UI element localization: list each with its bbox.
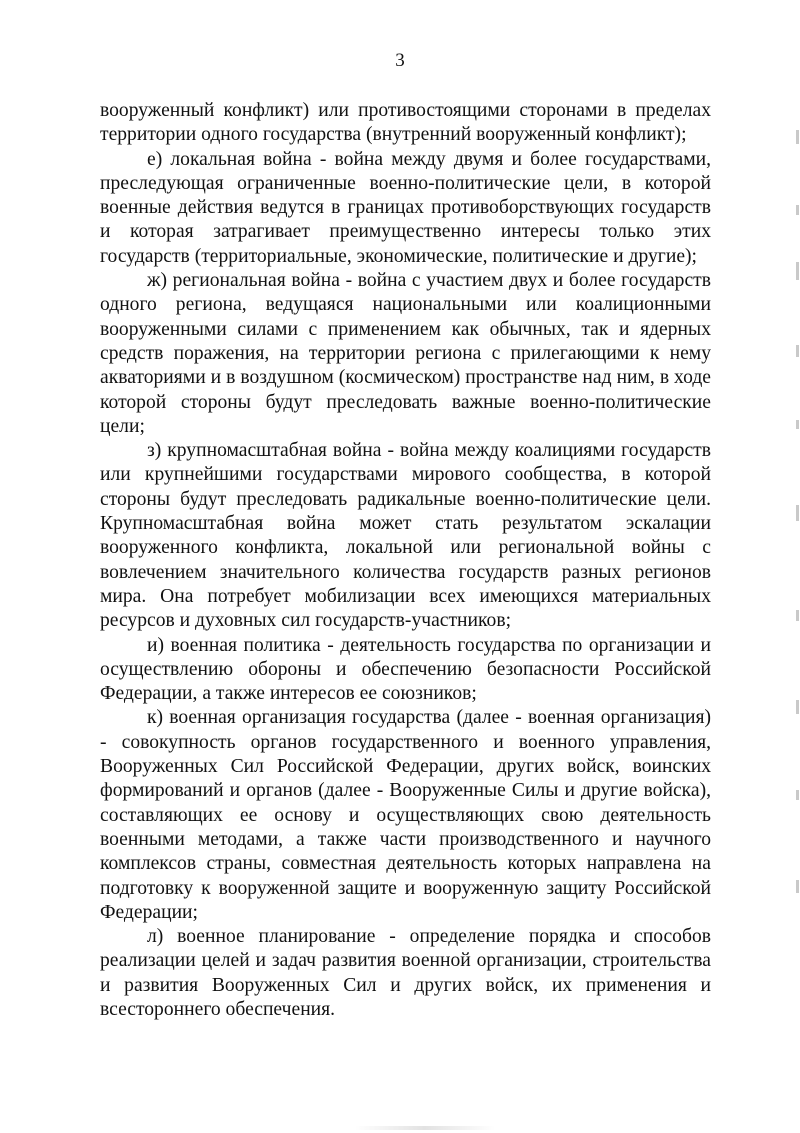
paragraph-zh-regional-war: ж) региональная война - война с участием двух и более государств одного региона, ведущаяся национальными или коалиционными вооруженными силами с применением как обычных, так и ядерных средств поражения, на территории региона с прилегающими к нему акваториями и в воздушном (космическом) пространстве над ним, в ходе которой стороны будут преследовать важные военно-политические цели;	[100, 270, 711, 437]
document-body	[100, 99, 711, 1022]
paragraph-z-large-scale-war: з) крупномасштабная война - война между коалициями государств или крупнейшими государствами мирового сообщества, в которой стороны будут преследовать радикальные военно-политические цели. Крупномасштабная война может стать результатом эскалации вооруженного конфликта, локальной или региональной войны с вовлечением значительного количества государств разных регионов мира. Она потребует мобилизации всех имеющихся материальных ресурсов и духовных сил государств-участников;	[100, 440, 711, 632]
scan-edge-marks	[794, 0, 800, 1133]
paragraph-continuation: вооруженный конфликт) или противостоящими сторонами в пределах территории одного государства (внутренний вооруженный конфликт);	[100, 100, 711, 146]
scan-bottom-smudge	[355, 1126, 495, 1130]
paragraph-k-military-organization: к) военная организация государства (далее - военная организация) - совокупность органов государственного и военного управления, Вооруженных Сил Российской Федерации, других войск, воинских формирований и органов (далее - Вооруженные Силы и другие войска), составляющих ее основу и осуществляющих свою деятельность военными методами, а также части производственного и научного комплексов страны, совместная деятельность которых направлена на подготовку к вооруженной защите и вооруженную защиту Российской Федерации;	[100, 707, 711, 923]
paragraph-i-military-policy: и) военная политика - деятельность государства по организации и осуществлению обороны и обеспечению безопасности Российской Федерации, а также интересов ее союзников;	[100, 634, 711, 705]
paragraph-l-military-planning: л) военное планирование - определение порядка и способов реализации целей и задач развития военной организации, строительства и развития Вооруженных Сил и других войск, их применения и всестороннего обеспечения.	[100, 926, 711, 1020]
paragraph-e-local-war: е) локальная война - война между двумя и более государствами, преследующая ограниченные военно-политические цели, в которой военные действия ведутся в границах противоборствующих государств и которая затрагивает преимущественно интересы только этих государств (территориальные, экономические, политические и другие);	[100, 148, 711, 267]
page-number: 3	[395, 50, 405, 71]
